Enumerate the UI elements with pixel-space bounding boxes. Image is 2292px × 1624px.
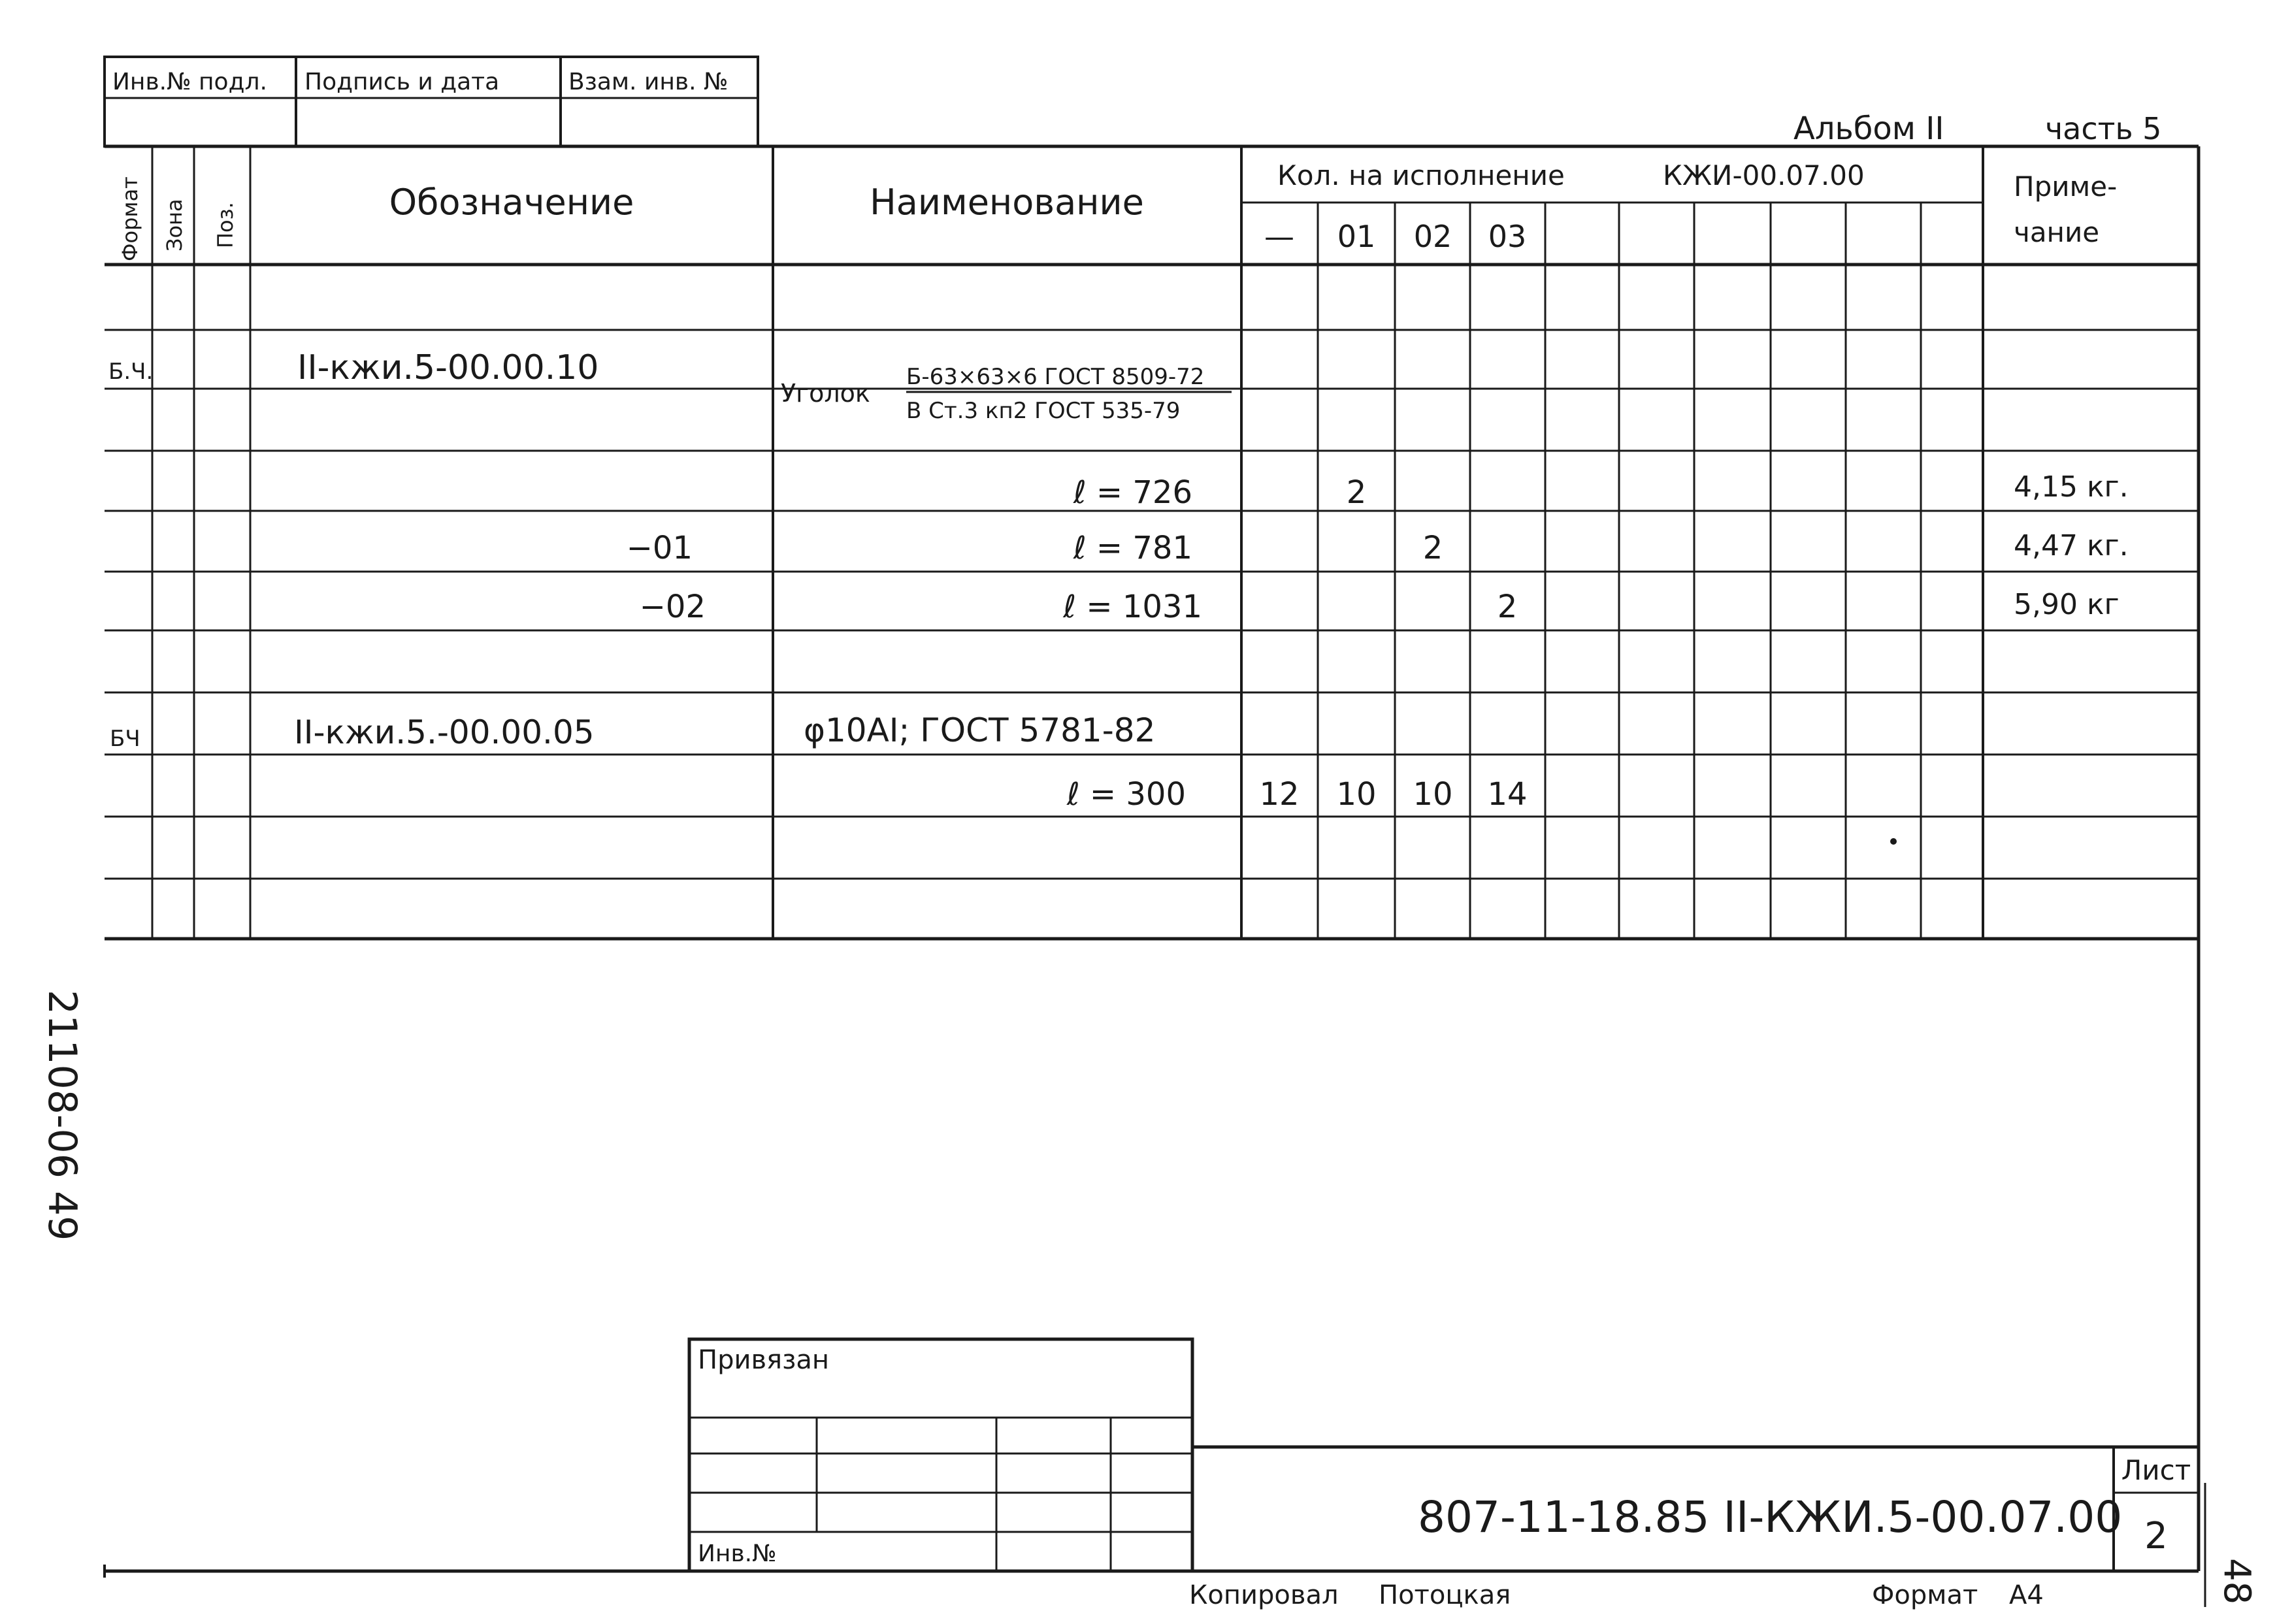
- header-oboznachenie: Обозначение: [389, 182, 634, 223]
- stamp-vzam-inv: Взам. инв. №: [568, 69, 729, 95]
- row6-qty-base: 12: [1259, 776, 1300, 813]
- row3-oboznachenie: −01: [626, 530, 693, 566]
- row5-oboznachenie: II-кжи.5.-00.00.05: [294, 713, 595, 751]
- sheet-number: 2: [2144, 1515, 2168, 1557]
- row4-prim: 5,90 кг: [2014, 588, 2120, 621]
- privyazan-label: Привязан: [698, 1345, 830, 1375]
- row3-prim: 4,47 кг.: [2014, 529, 2129, 562]
- row6-qty-03: 14: [1487, 776, 1528, 813]
- header-variant-01: 01: [1337, 219, 1376, 254]
- row1-naim-prefix: Уголок: [781, 379, 870, 408]
- row5-naimenovanie: φ10АI; ГОСТ 5781-82: [804, 711, 1156, 749]
- row5-format: БЧ: [110, 726, 140, 752]
- side-page-number: 48: [2216, 1558, 2258, 1605]
- title-code: 807-11-18.85 II-КЖИ.5-00.07.00: [1418, 1492, 2123, 1542]
- album-label: Альбом II: [1793, 110, 1944, 147]
- row3-naimenovanie: ℓ = 781: [1073, 530, 1192, 566]
- row3-qty-02: 2: [1422, 530, 1443, 566]
- row1-naim-top: Б-63×63×6 ГОСТ 8509-72: [906, 364, 1205, 390]
- header-naimenovanie: Наименование: [870, 182, 1144, 223]
- inv-no-label: Инв.№: [698, 1540, 777, 1567]
- header-kol-code: КЖИ-00.07.00: [1663, 159, 1865, 191]
- format-value: А4: [2009, 1580, 2044, 1610]
- row4-qty-03: 2: [1497, 589, 1518, 625]
- row1-naim-bottom: В Ст.3 кп2 ГОСТ 535-79: [906, 398, 1181, 424]
- header-poz: Поз.: [213, 202, 238, 248]
- header-kol-label: Кол. на исполнение: [1277, 159, 1565, 191]
- row6-naimenovanie: ℓ = 300: [1066, 776, 1186, 813]
- header-variant-02: 02: [1413, 219, 1452, 254]
- format-label: Формат: [1872, 1580, 1978, 1610]
- row4-naimenovanie: ℓ = 1031: [1063, 589, 1202, 625]
- row2-naimenovanie: ℓ = 726: [1073, 474, 1192, 511]
- row6-qty-01: 10: [1336, 776, 1377, 813]
- row1-oboznachenie: II-кжи.5-00.00.10: [297, 348, 599, 387]
- row2-qty-01: 2: [1346, 474, 1367, 511]
- sheet-label: Лист: [2121, 1454, 2191, 1486]
- header-zona: Зона: [162, 199, 187, 252]
- header-format: Формат: [118, 176, 142, 261]
- row4-oboznachenie: −02: [639, 589, 706, 625]
- header-variant-03: 03: [1488, 219, 1527, 254]
- header-variant-base: —: [1264, 219, 1294, 254]
- row2-prim: 4,15 кг.: [2014, 470, 2129, 504]
- kopiroval-label: Копировал: [1189, 1580, 1339, 1610]
- part-label: часть 5: [2045, 111, 2162, 146]
- row6-qty-02: 10: [1413, 776, 1453, 813]
- stamp-podpis-data: Подпись и дата: [304, 69, 500, 95]
- header-prim-1: Приме-: [2014, 171, 2118, 203]
- kopiroval-name: Потоцкая: [1379, 1580, 1511, 1610]
- scan-dot: [1890, 838, 1897, 845]
- stamp-inv-podl: Инв.№ подл.: [112, 69, 267, 95]
- header-prim-2: чание: [2014, 216, 2100, 248]
- row1-format: Б.Ч.: [108, 359, 154, 385]
- margin-code: 21108-06 49: [39, 990, 85, 1241]
